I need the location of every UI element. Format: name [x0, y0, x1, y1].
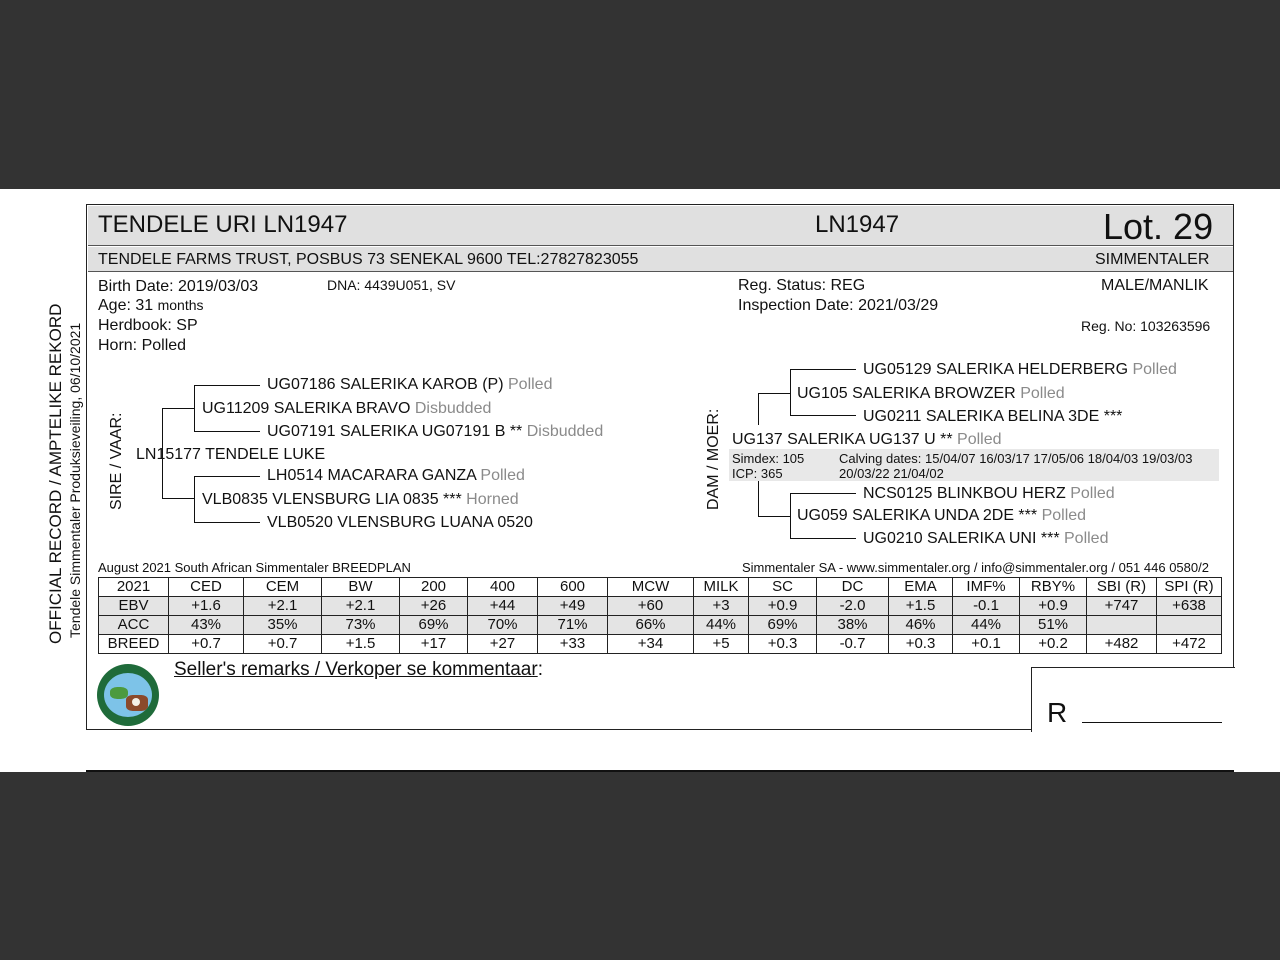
ebv-header-cell: CED: [169, 578, 244, 597]
ebv-header-cell: 200: [400, 578, 468, 597]
breed-cell: +27: [468, 635, 538, 654]
horn-label: Polled: [957, 431, 1002, 448]
ss-line-top: [194, 385, 260, 386]
sd-bracket-line: [194, 476, 195, 523]
acc-cell: 73%: [322, 616, 400, 635]
ebv-header-cell: DC: [817, 578, 889, 597]
horn-label: Polled: [508, 376, 553, 393]
dam-bottom-bracket-line: [758, 481, 759, 517]
acc-cell: [1157, 616, 1222, 635]
breedplan-caption: August 2021 South African Simmentaler BREEDPLAN: [98, 560, 411, 575]
pedigree-name: UG07186 SALERIKA KAROB (P): [267, 376, 504, 393]
pedigree-name: VLB0835 VLENSBURG LIA 0835 ***: [202, 491, 462, 508]
sire-dam: [202, 491, 519, 509]
ebv-header-cell: EMA: [889, 578, 953, 597]
ebv-header-cell: MILK: [694, 578, 749, 597]
breed-cell: +0.3: [889, 635, 953, 654]
ebv-cell: +0.9: [749, 597, 817, 616]
breed-cell: +482: [1087, 635, 1157, 654]
acc-cell: 66%: [608, 616, 694, 635]
bottom-rule: [86, 770, 1234, 772]
herdbook: Herdbook: SP: [98, 317, 198, 334]
pedigree-name: UG05129 SALERIKA HELDERBERG: [863, 361, 1129, 378]
horn-label: Polled: [1041, 507, 1087, 524]
sale-name-label: Tendele Simmentaler Produksieveiling, 06/10/2021: [67, 322, 83, 638]
association-contact: Simmentaler SA - www.simmentaler.org / info@simmentaler.org / 051 446 0580/2: [742, 560, 1209, 575]
sire-sire: [202, 400, 491, 418]
horn-label: Horned: [466, 491, 519, 508]
simdex: Simdex: 105: [732, 451, 805, 466]
acc-cell: 70%: [468, 616, 538, 635]
ebv-cell: EBV: [99, 597, 169, 616]
horn-label: Polled: [1132, 361, 1177, 378]
ds-bracket-line: [790, 369, 791, 416]
ebv-header-cell: CEM: [244, 578, 322, 597]
sex: MALE/MANLIK: [1101, 277, 1209, 294]
dd-line-bottom: [790, 538, 856, 539]
breed-cell: +0.7: [244, 635, 322, 654]
sire-dam-dam: VLB0520 VLENSBURG LUANA 0520: [267, 514, 533, 531]
sire-dam-sire: [267, 467, 525, 485]
breed-cell: +17: [400, 635, 468, 654]
dam-label: DAM / MOER:: [705, 408, 722, 510]
ebv-cell: +3: [694, 597, 749, 616]
breed-avg-row: [99, 635, 1222, 654]
acc-cell: [1087, 616, 1157, 635]
ebv-header-cell: SBI (R): [1087, 578, 1157, 597]
sd-line-top: [194, 476, 260, 477]
seller-remarks-colon: :: [537, 659, 543, 680]
owner-details: TENDELE FARMS TRUST, POSBUS 73 SENEKAL 9600 TEL:27827823055: [98, 251, 639, 268]
breed-cell: +0.2: [1020, 635, 1087, 654]
horn-label: Disbudded: [526, 423, 604, 440]
calving-dates-cont: 20/03/22 21/04/02: [839, 466, 944, 481]
breed-cell: -0.7: [817, 635, 889, 654]
ebv-cell: +747: [1087, 597, 1157, 616]
inspection-date: Inspection Date: 2021/03/29: [738, 297, 939, 314]
ebv-cell: +2.1: [244, 597, 322, 616]
acc-row: [99, 616, 1222, 635]
pedigree-name: UG105 SALERIKA BROWZER: [797, 385, 1016, 402]
price-entry-line[interactable]: [1082, 722, 1222, 723]
dam-bottom-line: [758, 516, 791, 517]
reg-number: Reg. No: 103263596: [1081, 318, 1211, 334]
breed-cell: +472: [1157, 635, 1222, 654]
ebv-cell: +2.1: [322, 597, 400, 616]
ebv-table: [98, 577, 1222, 654]
acc-cell: 43%: [169, 616, 244, 635]
sd-line-bottom: [194, 522, 260, 523]
horn-label: Polled: [1070, 485, 1115, 502]
seller-remarks-label: [174, 659, 543, 681]
breed-label: SIMMENTALER: [1095, 251, 1210, 268]
sire-label: SIRE / VAAR:: [108, 412, 125, 510]
horn-status: Horn: Polled: [98, 337, 187, 354]
dd-bracket-line: [790, 493, 791, 539]
dna-info: DNA: 4439U051, SV: [327, 277, 456, 293]
age-value: Age: 31: [98, 297, 158, 314]
acc-cell: 71%: [538, 616, 608, 635]
ebv-header-cell: 400: [468, 578, 538, 597]
breed-cell: +33: [538, 635, 608, 654]
ebv-header-cell: SPI (R): [1157, 578, 1222, 597]
seller-remarks-text: Seller's remarks / Verkoper se kommentaar: [174, 659, 538, 680]
dam-name: [732, 431, 1002, 449]
breed-cell: +0.7: [169, 635, 244, 654]
ebv-row: [99, 597, 1222, 616]
ebv-header-row: [99, 578, 1222, 597]
pedigree-name: LH0514 MACARARA GANZA: [267, 467, 476, 484]
ss-bracket-line: [194, 385, 195, 432]
horn-label: Disbudded: [414, 400, 492, 417]
pedigree-name: UG0210 SALERIKA UNI ***: [863, 530, 1060, 547]
acc-cell: 69%: [400, 616, 468, 635]
sire-sire-dam: [267, 423, 603, 441]
ds-line-bottom: [790, 415, 856, 416]
ebv-cell: +26: [400, 597, 468, 616]
breed-cell: +1.5: [322, 635, 400, 654]
pedigree-name: UG11209 SALERIKA BRAVO: [202, 400, 411, 417]
ss-line-bottom: [194, 431, 260, 432]
breed-cell: BREED: [99, 635, 169, 654]
calving-dates: Calving dates: 15/04/07 16/03/17 17/05/06 18/04/03 19/03/03: [839, 451, 1193, 466]
acc-cell: 44%: [953, 616, 1020, 635]
age-unit: months: [157, 297, 204, 313]
breed-cell: +5: [694, 635, 749, 654]
lot-number: Lot. 29: [1103, 206, 1214, 247]
sire-line-bottom: [162, 498, 195, 499]
birth-date: Birth Date: 2019/03/03: [98, 278, 259, 295]
sire-line-top: [162, 408, 195, 409]
official-record-label: OFFICIAL RECORD / AMPTELIKE REKORD: [46, 303, 65, 644]
age: [98, 297, 204, 315]
breed-cell: +34: [608, 635, 694, 654]
acc-cell: 35%: [244, 616, 322, 635]
acc-cell: 51%: [1020, 616, 1087, 635]
sire-name: LN15177 TENDELE LUKE: [136, 446, 326, 463]
ebv-header-cell: 2021: [99, 578, 169, 597]
dd-line-top: [790, 493, 856, 494]
animal-id: LN1947: [815, 211, 900, 238]
dam-dam-sire: [863, 485, 1115, 503]
ebv-header-cell: MCW: [608, 578, 694, 597]
ebv-header-cell: BW: [322, 578, 400, 597]
animal-name: TENDELE URI LN1947: [98, 211, 348, 238]
dam-dam: [797, 507, 1086, 525]
ebv-cell: +60: [608, 597, 694, 616]
ebv-header-cell: SC: [749, 578, 817, 597]
ebv-cell: +1.5: [889, 597, 953, 616]
acc-cell: ACC: [99, 616, 169, 635]
ebv-cell: +638: [1157, 597, 1222, 616]
ebv-cell: -2.0: [817, 597, 889, 616]
icp: ICP: 365: [732, 466, 783, 481]
reg-status: Reg. Status: REG: [738, 277, 866, 294]
dam-sire: [797, 385, 1065, 403]
dam-top-line: [758, 393, 791, 394]
dam-sire-sire: [863, 361, 1177, 379]
dam-dam-dam: [863, 530, 1108, 548]
dam-top-bracket-line: [758, 393, 759, 425]
price-currency: R: [1047, 697, 1068, 728]
ebv-cell: +0.9: [1020, 597, 1087, 616]
sire-sire-sire: [267, 376, 552, 394]
pedigree-name: UG07191 SALERIKA UG07191 B **: [267, 423, 523, 440]
ebv-cell: +44: [468, 597, 538, 616]
ebv-header-cell: RBY%: [1020, 578, 1087, 597]
acc-cell: 46%: [889, 616, 953, 635]
breed-cell: +0.1: [953, 635, 1020, 654]
acc-cell: 44%: [694, 616, 749, 635]
ebv-cell: +49: [538, 597, 608, 616]
pedigree-name: UG059 SALERIKA UNDA 2DE ***: [797, 507, 1038, 524]
ebv-cell: -0.1: [953, 597, 1020, 616]
ebv-header-cell: IMF%: [953, 578, 1020, 597]
acc-cell: 69%: [749, 616, 817, 635]
pedigree-name: UG137 SALERIKA UG137 U **: [732, 431, 953, 448]
simmentaler-logo-icon: [97, 664, 159, 726]
horn-label: Polled: [1064, 530, 1109, 547]
pedigree-name: NCS0125 BLINKBOU HERZ: [863, 485, 1066, 502]
horn-label: Polled: [480, 467, 525, 484]
breed-cell: +0.3: [749, 635, 817, 654]
dam-sire-dam: UG0211 SALERIKA BELINA 3DE ***: [863, 408, 1123, 425]
ebv-header-cell: 600: [538, 578, 608, 597]
ebv-cell: +1.6: [169, 597, 244, 616]
horn-label: Polled: [1020, 385, 1065, 402]
ds-line-top: [790, 369, 856, 370]
acc-cell: 38%: [817, 616, 889, 635]
